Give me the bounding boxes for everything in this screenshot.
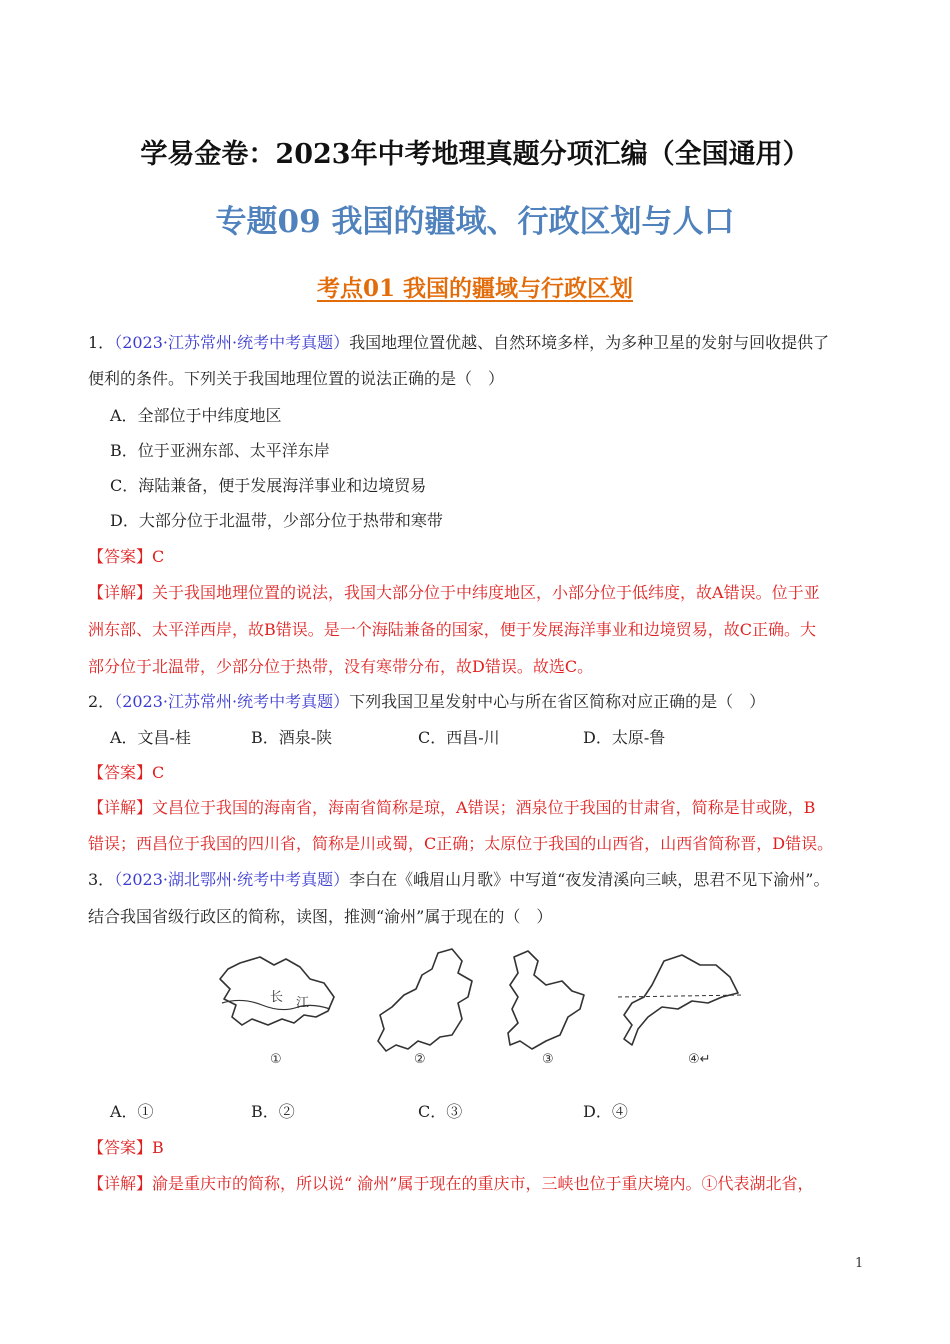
q2-detail-1: 文昌位于我国的海南省，海南省简称是琼，A错误；酒泉位于我国的甘肃省，简称是甘或陇，B xyxy=(152,798,816,817)
q2-detail-line-1 xyxy=(88,795,815,818)
river-label-jiang: 江 xyxy=(296,996,310,1011)
q2-stem-line xyxy=(88,689,765,712)
q1-detail-label: 【详解】 xyxy=(88,583,153,602)
q1-number: 1． xyxy=(88,333,115,352)
map-label-4: ④↵ xyxy=(688,1052,711,1067)
q2-detail-line-2: 错误；西昌位于我国的四川省，简称是川或蜀，C正确；太原位于我国的山西省，山西省简称晋，D错误。 xyxy=(88,834,834,853)
q1-detail-line-3: 部分位于北温带，少部分位于热带，没有寒带分布，故D错误。故选C。 xyxy=(88,657,594,676)
river-label-chang: 长 xyxy=(270,990,284,1005)
q2-number: 2． xyxy=(88,692,115,711)
province-outline-maps xyxy=(212,945,752,1075)
q1-detail-line-1 xyxy=(88,580,820,603)
section-heading-text: 考点01 我国的疆域与行政区划 xyxy=(316,275,633,302)
q3-detail-line-1 xyxy=(88,1171,813,1194)
q2-source: （2023·江苏常州·统考中考真题） xyxy=(114,692,350,711)
q3-option-d: D．④ xyxy=(583,1102,628,1121)
q2-stem: 下列我国卫星发射中心与所在省区简称对应正确的是（ ） xyxy=(349,692,766,711)
q3-answer: 【答案】B xyxy=(88,1138,164,1157)
q1-option-d: D．大部分位于北温带，少部分位于热带和寒带 xyxy=(110,511,443,530)
map-label-1: ① xyxy=(270,1052,282,1067)
q2-answer: 【答案】C xyxy=(88,763,165,782)
map-guangdong-outline xyxy=(624,955,738,1045)
q3-detail-label: 【详解】 xyxy=(88,1174,153,1193)
q1-stem-line-2: 便利的条件。下列关于我国地理位置的说法正确的是（ ） xyxy=(88,369,505,388)
q3-stem-line-2: 结合我国省级行政区的简称，读图，推测“渝州”属于现在的（ ） xyxy=(88,907,553,926)
q2-detail-label: 【详解】 xyxy=(88,798,153,817)
q2-option-c: C．西昌-川 xyxy=(418,728,500,747)
q1-stem-line-1 xyxy=(88,330,829,353)
q3-number: 3． xyxy=(88,870,115,889)
section-heading xyxy=(0,270,950,303)
q2-option-d: D．太原-鲁 xyxy=(583,728,666,747)
q1-detail-line-2: 洲东部、太平洋西岸，故B错误。是一个海陆兼备的国家，便于发展海洋事业和边境贸易，故C正确。大 xyxy=(88,620,817,639)
topic-title: 专题09 我国的疆域、行政区划与人口 xyxy=(215,204,735,240)
q3-source: （2023·湖北鄂州·统考中考真题） xyxy=(114,870,350,889)
q1-option-b: B．位于亚洲东部、太平洋东岸 xyxy=(110,441,330,460)
q3-option-b: B．② xyxy=(251,1102,295,1121)
q2-option-b: B．酒泉-陕 xyxy=(251,728,333,747)
q2-option-a: A．文昌-桂 xyxy=(110,728,191,747)
q1-answer: 【答案】C xyxy=(88,547,165,566)
q3-option-a: A．① xyxy=(110,1102,154,1121)
map-heilongjiang-outline xyxy=(508,951,584,1049)
map-label-3: ③ xyxy=(542,1052,554,1067)
q3-option-c: C．③ xyxy=(418,1102,463,1121)
page-number: 1 xyxy=(855,1256,864,1271)
q3-detail-1: 渝是重庆市的简称，所以说“ 渝州”属于现在的重庆市，三峡也位于重庆境内。①代表湖北省， xyxy=(152,1174,814,1193)
q3-stem-1: 李白在《峨眉山月歌》中写道“夜发清溪向三峡，思君不见下渝州”。 xyxy=(349,870,830,889)
q3-stem-line-1 xyxy=(88,867,829,890)
q1-option-c: C．海陆兼备，便于发展海洋事业和边境贸易 xyxy=(110,476,427,495)
document-title: 学易金卷：2023年中考地理真题分项汇编（全国通用） xyxy=(140,139,810,170)
q1-option-a: A．全部位于中纬度地区 xyxy=(110,406,282,425)
q1-source: （2023·江苏常州·统考中考真题） xyxy=(114,333,350,352)
q1-stem-1: 我国地理位置优越、自然环境多样，为多种卫星的发射与回收提供了 xyxy=(349,333,830,352)
q1-detail-1: 关于我国地理位置的说法，我国大部分位于中纬度地区，小部分位于低纬度，故A错误。位于亚 xyxy=(152,583,820,602)
map-label-2: ② xyxy=(414,1052,426,1067)
map-chongqing-outline xyxy=(378,949,472,1051)
